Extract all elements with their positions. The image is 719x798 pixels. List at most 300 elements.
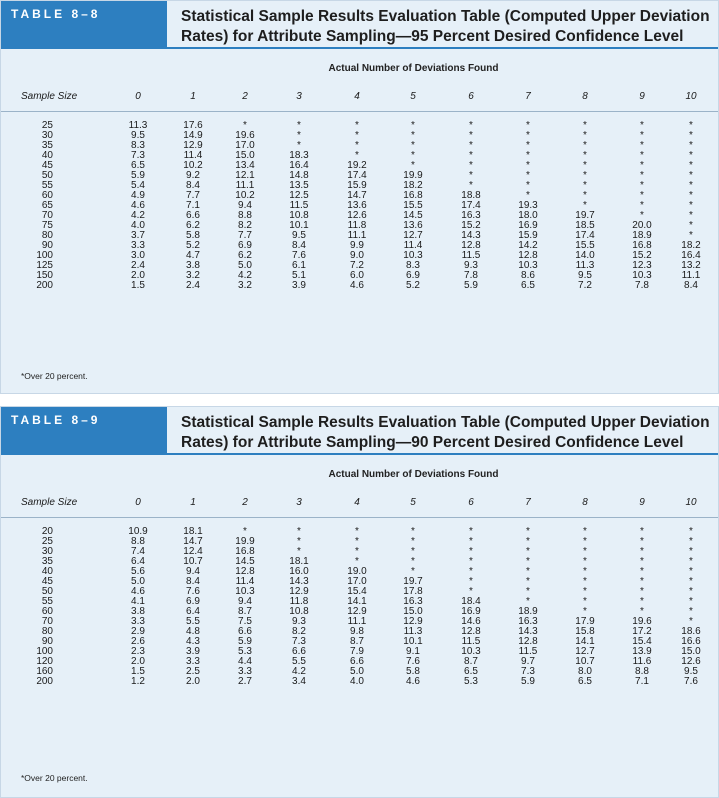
row-header: Sample Size	[21, 91, 78, 102]
rate-cell: *	[689, 546, 693, 557]
rate-cell: 7.3	[292, 636, 306, 647]
rate-cell: 7.1	[186, 200, 200, 211]
column-header: 8	[582, 497, 588, 508]
rate-cell: *	[583, 140, 587, 151]
footnote: *Over 20 percent.	[21, 773, 88, 783]
rate-cell: 13.2	[681, 260, 701, 271]
rate-cell: 18.2	[403, 180, 423, 191]
rate-cell: 11.3	[128, 120, 148, 131]
rate-cell: *	[469, 556, 473, 567]
rate-cell: *	[689, 180, 693, 191]
rate-cell: 12.7	[575, 646, 595, 657]
rate-cell: 16.4	[289, 160, 309, 171]
rate-cell: 8.6	[521, 270, 535, 281]
rate-cell: 18.9	[632, 230, 652, 241]
sample-size-cell: 55	[41, 180, 53, 191]
rate-cell: 5.0	[238, 260, 252, 271]
rate-cell: 17.9	[575, 616, 595, 627]
rate-cell: 11.1	[347, 230, 367, 241]
sample-size-cell: 60	[41, 606, 53, 617]
rate-cell: 5.5	[292, 656, 306, 667]
rate-cell: 18.4	[461, 596, 481, 607]
rate-cell: 8.2	[238, 220, 252, 231]
rate-cell: 12.9	[347, 606, 367, 617]
rate-cell: 2.7	[238, 676, 252, 687]
rate-cell: 4.8	[186, 626, 200, 637]
sample-size-cell: 125	[36, 260, 53, 271]
rate-cell: *	[297, 546, 301, 557]
rate-cell: 10.3	[403, 250, 423, 261]
sample-size-cell: 50	[41, 170, 53, 181]
sample-size-cell: 70	[41, 616, 53, 627]
rate-cell: 11.4	[235, 576, 255, 587]
rate-cell: 9.5	[292, 230, 306, 241]
rate-cell: 19.3	[518, 200, 538, 211]
rate-cell: 7.6	[684, 676, 698, 687]
rate-cell: 12.9	[183, 140, 203, 151]
rate-cell: *	[526, 576, 530, 587]
sample-size-cell: 25	[41, 536, 53, 547]
rate-cell: 11.6	[632, 656, 652, 667]
header-rule	[1, 47, 718, 49]
rate-cell: 19.0	[347, 566, 367, 577]
rate-cell: 1.2	[131, 676, 145, 687]
sample-size-cell: 100	[36, 646, 53, 657]
rate-cell: *	[526, 566, 530, 577]
rate-cell: 12.3	[632, 260, 652, 271]
rate-cell: 17.0	[347, 576, 367, 587]
rate-cell: 6.5	[521, 280, 535, 291]
rate-cell: 8.7	[464, 656, 478, 667]
rate-cell: 18.2	[681, 240, 701, 251]
rate-cell: 14.3	[289, 576, 309, 587]
sample-size-cell: 30	[41, 546, 53, 557]
rate-cell: *	[583, 150, 587, 161]
rate-cell: 14.7	[183, 536, 203, 547]
rate-cell: *	[640, 576, 644, 587]
table-row	[1, 141, 718, 151]
rate-cell: *	[526, 536, 530, 547]
rate-cell: 9.4	[238, 596, 252, 607]
rate-cell: 10.1	[289, 220, 309, 231]
sample-size-cell: 30	[41, 130, 53, 141]
rate-cell: 12.8	[461, 240, 481, 251]
column-header: 1	[190, 497, 196, 508]
rate-cell: 18.1	[289, 556, 309, 567]
rate-cell: 11.3	[575, 260, 595, 271]
rate-cell: 16.3	[461, 210, 481, 221]
table-row	[1, 677, 718, 687]
rate-cell: 15.5	[403, 200, 423, 211]
rate-cell: *	[469, 140, 473, 151]
rate-cell: *	[526, 140, 530, 151]
rate-cell: *	[689, 160, 693, 171]
row-header: Sample Size	[21, 497, 78, 508]
rate-cell: 2.4	[186, 280, 200, 291]
rate-cell: 6.9	[238, 240, 252, 251]
rate-cell: *	[689, 230, 693, 241]
rate-cell: 6.6	[238, 626, 252, 637]
rate-cell: 5.2	[406, 280, 420, 291]
rate-cell: *	[526, 180, 530, 191]
rate-cell: *	[640, 130, 644, 141]
rate-cell: 3.3	[186, 656, 200, 667]
rate-cell: 5.2	[186, 240, 200, 251]
table-title	[181, 413, 711, 453]
rate-cell: 11.5	[289, 200, 309, 211]
rate-cell: 3.7	[131, 230, 145, 241]
column-header: 5	[410, 497, 416, 508]
rate-cell: *	[689, 536, 693, 547]
table-8-9-panel	[0, 406, 719, 798]
rate-cell: *	[583, 546, 587, 557]
column-header: 10	[685, 497, 697, 508]
rate-cell: 11.3	[403, 626, 423, 637]
rate-cell: 18.9	[518, 606, 538, 617]
table-title-line-1: Statistical Sample Results Evaluation Table (Computed Upper Deviation	[181, 414, 710, 431]
rate-cell: 6.9	[406, 270, 420, 281]
table-8-8-panel	[0, 0, 719, 394]
rate-cell: 17.2	[632, 626, 652, 637]
rate-cell: *	[689, 586, 693, 597]
rate-cell: 7.3	[131, 150, 145, 161]
rate-cell: 11.1	[347, 616, 367, 627]
rate-cell: 3.2	[238, 280, 252, 291]
rate-cell: *	[640, 180, 644, 191]
rate-cell: 13.6	[347, 200, 367, 211]
rate-cell: 18.1	[183, 526, 203, 537]
rate-cell: 3.8	[131, 606, 145, 617]
rate-cell: 8.8	[238, 210, 252, 221]
rate-cell: 12.6	[681, 656, 701, 667]
rate-cell: 6.2	[238, 250, 252, 261]
rate-cell: *	[526, 130, 530, 141]
rate-cell: 14.0	[575, 250, 595, 261]
rate-cell: 10.7	[575, 656, 595, 667]
rate-cell: *	[689, 200, 693, 211]
rate-cell: *	[411, 546, 415, 557]
rate-cell: 3.3	[131, 240, 145, 251]
rate-cell: 17.8	[403, 586, 423, 597]
rate-cell: 10.2	[183, 160, 203, 171]
rate-cell: 7.8	[635, 280, 649, 291]
sample-size-cell: 35	[41, 556, 53, 567]
rate-cell: 9.1	[406, 646, 420, 657]
rate-cell: *	[526, 190, 530, 201]
rate-cell: 17.4	[575, 230, 595, 241]
sample-size-cell: 120	[36, 656, 53, 667]
rate-cell: 4.6	[350, 280, 364, 291]
rate-cell: 8.8	[635, 666, 649, 677]
rate-cell: 9.5	[131, 130, 145, 141]
rate-cell: *	[689, 220, 693, 231]
table-row	[1, 281, 718, 291]
rate-cell: 12.8	[461, 626, 481, 637]
column-header: 6	[468, 91, 474, 102]
table-grid	[1, 121, 718, 291]
column-header: 2	[242, 497, 248, 508]
rate-cell: *	[469, 130, 473, 141]
rate-cell: 2.0	[186, 676, 200, 687]
rate-cell: *	[583, 556, 587, 567]
rate-cell: 3.4	[292, 676, 306, 687]
table-label: TABLE 8–8	[1, 1, 167, 47]
sample-size-cell: 150	[36, 270, 53, 281]
rate-cell: *	[411, 566, 415, 577]
rate-cell: 7.6	[292, 250, 306, 261]
sample-size-cell: 40	[41, 566, 53, 577]
rate-cell: 10.3	[461, 646, 481, 657]
rate-cell: *	[526, 546, 530, 557]
rate-cell: *	[469, 576, 473, 587]
rate-cell: 6.5	[464, 666, 478, 677]
column-header: 9	[639, 497, 645, 508]
rate-cell: 6.2	[186, 220, 200, 231]
rate-cell: 19.9	[235, 536, 255, 547]
sample-size-cell: 45	[41, 576, 53, 587]
column-header: 1	[190, 91, 196, 102]
rate-cell: *	[640, 140, 644, 151]
rate-cell: *	[689, 606, 693, 617]
column-header: 3	[296, 91, 302, 102]
rate-cell: *	[243, 526, 247, 537]
rate-cell: 2.0	[131, 270, 145, 281]
sample-size-cell: 40	[41, 150, 53, 161]
rate-cell: 9.4	[186, 566, 200, 577]
rate-cell: 8.4	[186, 180, 200, 191]
rate-cell: *	[583, 170, 587, 181]
rate-cell: 12.8	[518, 250, 538, 261]
rate-cell: 2.0	[131, 656, 145, 667]
rate-cell: *	[469, 120, 473, 131]
rate-cell: 10.9	[128, 526, 148, 537]
rate-cell: *	[640, 150, 644, 161]
rate-cell: 12.8	[235, 566, 255, 577]
rate-cell: 15.0	[403, 606, 423, 617]
rate-cell: *	[243, 120, 247, 131]
rate-cell: 8.7	[350, 636, 364, 647]
rate-cell: 14.5	[403, 210, 423, 221]
rate-cell: 3.8	[186, 260, 200, 271]
sample-size-cell: 45	[41, 160, 53, 171]
rate-cell: *	[526, 150, 530, 161]
rate-cell: 6.4	[186, 606, 200, 617]
rate-cell: 14.6	[461, 616, 481, 627]
rate-cell: 10.3	[632, 270, 652, 281]
rate-cell: 6.0	[350, 270, 364, 281]
rate-cell: 5.9	[131, 170, 145, 181]
table-grid	[1, 527, 718, 687]
rate-cell: 4.6	[406, 676, 420, 687]
rate-cell: 8.7	[238, 606, 252, 617]
rate-cell: *	[355, 150, 359, 161]
rate-cell: *	[640, 546, 644, 557]
rate-cell: 10.3	[518, 260, 538, 271]
rate-cell: 11.4	[403, 240, 423, 251]
rate-cell: 5.9	[238, 636, 252, 647]
rate-cell: *	[640, 566, 644, 577]
rate-cell: 10.2	[235, 190, 255, 201]
rate-cell: 15.8	[575, 626, 595, 637]
rate-cell: *	[469, 170, 473, 181]
rate-cell: *	[689, 616, 693, 627]
sample-size-cell: 75	[41, 220, 53, 231]
sample-size-cell: 100	[36, 250, 53, 261]
rate-cell: 19.7	[575, 210, 595, 221]
rate-cell: 4.2	[238, 270, 252, 281]
rate-cell: 14.1	[575, 636, 595, 647]
rate-cell: 19.2	[347, 160, 367, 171]
rate-cell: 5.8	[406, 666, 420, 677]
rate-cell: 15.0	[681, 646, 701, 657]
rate-cell: 11.1	[681, 270, 701, 281]
rate-cell: *	[689, 120, 693, 131]
sample-size-cell: 200	[36, 676, 53, 687]
rate-cell: *	[583, 200, 587, 211]
rate-cell: *	[297, 536, 301, 547]
rate-cell: 11.4	[183, 150, 203, 161]
rate-cell: 9.5	[684, 666, 698, 677]
rate-cell: 17.4	[461, 200, 481, 211]
sample-size-cell: 90	[41, 636, 53, 647]
rate-cell: 16.6	[681, 636, 701, 647]
rate-cell: *	[355, 120, 359, 131]
column-header: 0	[135, 91, 141, 102]
rate-cell: *	[297, 120, 301, 131]
rate-cell: 7.5	[238, 616, 252, 627]
rate-cell: 16.9	[461, 606, 481, 617]
rate-cell: 6.4	[131, 556, 145, 567]
rate-cell: 1.5	[131, 666, 145, 677]
rate-cell: 5.0	[131, 576, 145, 587]
rate-cell: *	[411, 130, 415, 141]
rate-cell: 11.8	[289, 596, 309, 607]
rate-cell: 18.5	[575, 220, 595, 231]
rate-cell: 15.5	[575, 240, 595, 251]
rate-cell: 9.3	[464, 260, 478, 271]
column-header: 8	[582, 91, 588, 102]
header-rule	[1, 453, 718, 455]
rate-cell: *	[411, 150, 415, 161]
rate-cell: 19.6	[235, 130, 255, 141]
rate-cell: 8.4	[186, 576, 200, 587]
rate-cell: *	[297, 130, 301, 141]
rate-cell: *	[640, 170, 644, 181]
rate-cell: 8.0	[578, 666, 592, 677]
rate-cell: *	[689, 210, 693, 221]
rate-cell: 7.3	[521, 666, 535, 677]
rate-cell: *	[526, 586, 530, 597]
rate-cell: 12.1	[235, 170, 255, 181]
rate-cell: 2.6	[131, 636, 145, 647]
sample-size-cell: 80	[41, 626, 53, 637]
column-header: 4	[354, 497, 360, 508]
column-header: 0	[135, 497, 141, 508]
rate-cell: 6.6	[186, 210, 200, 221]
table-label: TABLE 8–9	[1, 407, 167, 453]
rate-cell: 10.8	[289, 210, 309, 221]
rate-cell: 4.9	[131, 190, 145, 201]
rate-cell: *	[355, 130, 359, 141]
rate-cell: 13.4	[235, 160, 255, 171]
rate-cell: 16.8	[235, 546, 255, 557]
rate-cell: *	[411, 140, 415, 151]
rate-cell: 3.2	[186, 270, 200, 281]
rate-cell: *	[583, 586, 587, 597]
rate-cell: 1.5	[131, 280, 145, 291]
column-header: 5	[410, 91, 416, 102]
rate-cell: *	[583, 190, 587, 201]
rate-cell: *	[297, 140, 301, 151]
rate-cell: 20.0	[632, 220, 652, 231]
rate-cell: 18.6	[681, 626, 701, 637]
rate-cell: 6.5	[131, 160, 145, 171]
rate-cell: 10.1	[403, 636, 423, 647]
rate-cell: 7.8	[464, 270, 478, 281]
sample-size-cell: 25	[41, 120, 53, 131]
rate-cell: 7.7	[186, 190, 200, 201]
rate-cell: 7.6	[406, 656, 420, 667]
rate-cell: *	[640, 526, 644, 537]
column-headers	[1, 497, 718, 513]
header-divider	[1, 517, 718, 518]
table-header	[1, 1, 718, 47]
rate-cell: *	[689, 190, 693, 201]
rate-cell: 8.8	[131, 536, 145, 547]
rate-cell: *	[689, 576, 693, 587]
table-row	[1, 131, 718, 141]
rate-cell: *	[640, 536, 644, 547]
table-title-line-1: Statistical Sample Results Evaluation Table (Computed Upper Deviation	[181, 8, 710, 25]
rate-cell: *	[640, 586, 644, 597]
rate-cell: 8.3	[406, 260, 420, 271]
rate-cell: *	[689, 130, 693, 141]
rate-cell: 18.3	[289, 150, 309, 161]
sample-size-cell: 60	[41, 190, 53, 201]
rate-cell: 14.9	[183, 130, 203, 141]
rate-cell: 7.2	[350, 260, 364, 271]
sample-size-cell: 160	[36, 666, 53, 677]
rate-cell: 12.7	[403, 230, 423, 241]
rate-cell: 4.2	[292, 666, 306, 677]
rate-cell: *	[526, 160, 530, 171]
rate-cell: *	[640, 606, 644, 617]
rate-cell: *	[526, 556, 530, 567]
table-title	[181, 7, 711, 47]
rate-cell: *	[469, 160, 473, 171]
rate-cell: 4.4	[238, 656, 252, 667]
rate-cell: 6.6	[292, 646, 306, 657]
rate-cell: 11.8	[347, 220, 367, 231]
rate-cell: *	[355, 546, 359, 557]
rate-cell: 11.5	[518, 646, 538, 657]
column-header: 7	[525, 91, 531, 102]
rate-cell: 7.1	[635, 676, 649, 687]
table-row	[1, 547, 718, 557]
rate-cell: 12.9	[403, 616, 423, 627]
rate-cell: *	[411, 536, 415, 547]
column-header: 3	[296, 497, 302, 508]
rate-cell: *	[640, 120, 644, 131]
rate-cell: 14.5	[235, 556, 255, 567]
rate-cell: 4.7	[186, 250, 200, 261]
rate-cell: *	[411, 120, 415, 131]
rate-cell: 13.5	[289, 180, 309, 191]
rate-cell: 7.6	[186, 586, 200, 597]
rate-cell: 5.0	[350, 666, 364, 677]
rate-cell: *	[583, 566, 587, 577]
sample-size-cell: 90	[41, 240, 53, 251]
